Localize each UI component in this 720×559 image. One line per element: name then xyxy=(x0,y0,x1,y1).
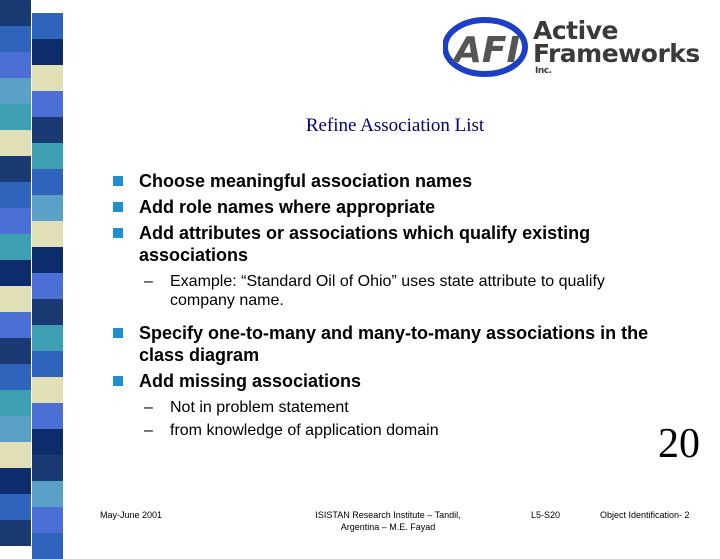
strip-block xyxy=(32,351,63,377)
square-bullet-icon xyxy=(113,228,123,238)
strip-block xyxy=(0,468,31,494)
company-logo xyxy=(443,15,703,80)
bullet-text: Specify one-to-many and many-to-many associations in the class diagram xyxy=(139,323,649,365)
strip-block xyxy=(32,143,63,169)
strip-block xyxy=(32,481,63,507)
logo-word-active: Active xyxy=(533,16,618,45)
strip-block xyxy=(32,91,63,117)
slide-title: Refine Association List xyxy=(305,115,485,136)
bullet-text: Choose meaningful association names xyxy=(139,171,473,191)
strip-block xyxy=(32,429,63,455)
afi-logo-mark xyxy=(443,15,533,80)
sub-item xyxy=(108,421,668,440)
strip-block xyxy=(32,273,63,299)
strip-block xyxy=(0,156,31,182)
strip-block xyxy=(0,26,31,52)
slide-content xyxy=(108,170,668,440)
strip-block xyxy=(32,299,63,325)
strip-block xyxy=(0,416,31,442)
strip-block xyxy=(0,208,31,234)
bullet-item xyxy=(108,370,668,392)
page-number: 20 xyxy=(658,421,700,467)
sub-text: Example: “Standard Oil of Ohio” uses state attribute to qualify company name. xyxy=(170,273,605,309)
strip-block xyxy=(0,286,31,312)
footer-date: May-June 2001 xyxy=(100,510,163,520)
footer-institute-line1: ISISTAN Research Institute – Tandil, xyxy=(315,510,461,520)
strip-block xyxy=(0,494,31,520)
sub-text: from knowledge of application domain xyxy=(170,422,439,439)
strip-block xyxy=(32,39,63,65)
strip-block xyxy=(0,442,31,468)
strip-block xyxy=(0,390,31,416)
footer-slide-code: L5-S20 xyxy=(531,510,561,520)
strip-block xyxy=(32,247,63,273)
footer-topic: Object Identification- 2 xyxy=(600,510,690,520)
dash-bullet-icon: – xyxy=(144,422,153,439)
square-bullet-icon xyxy=(113,328,123,338)
sub-item xyxy=(108,398,668,417)
strip-block xyxy=(32,13,63,39)
logo-initials: AFI xyxy=(454,30,520,71)
bullet-item xyxy=(108,222,659,266)
strip-block xyxy=(0,52,31,78)
square-bullet-icon xyxy=(113,176,123,186)
strip-block xyxy=(0,78,31,104)
strip-block xyxy=(0,182,31,208)
bullet-item xyxy=(108,196,668,218)
logo-word-inc: Inc. xyxy=(535,66,552,76)
square-bullet-icon xyxy=(113,202,123,212)
sub-text: Not in problem statement xyxy=(170,399,349,416)
strip-block xyxy=(0,338,31,364)
strip-block xyxy=(32,325,63,351)
bullet-item xyxy=(108,322,659,366)
strip-block xyxy=(32,507,63,533)
strip-block xyxy=(32,221,63,247)
dash-bullet-icon: – xyxy=(144,399,153,416)
footer-institute xyxy=(308,509,468,533)
strip-block xyxy=(0,364,31,390)
footer-institute-line2: Argentina – M.E. Fayad xyxy=(340,522,436,532)
strip-block xyxy=(32,455,63,481)
square-bullet-icon xyxy=(113,376,123,386)
strip-block xyxy=(32,65,63,91)
bullet-text: Add attributes or associations which qualify existing associations xyxy=(139,223,591,265)
decorative-strip xyxy=(0,0,63,540)
strip-block xyxy=(0,312,31,338)
strip-block xyxy=(32,533,63,559)
strip-block xyxy=(32,169,63,195)
bullet-text: Add missing associations xyxy=(139,371,362,391)
strip-block xyxy=(0,0,31,26)
strip-block xyxy=(0,260,31,286)
dash-bullet-icon: – xyxy=(144,273,153,290)
strip-block xyxy=(32,377,63,403)
sub-item xyxy=(108,272,660,310)
bullet-item xyxy=(108,170,668,192)
strip-block xyxy=(32,403,63,429)
strip-column-right xyxy=(32,0,63,540)
strip-column-left xyxy=(0,0,31,540)
strip-block xyxy=(0,520,31,546)
strip-block xyxy=(0,234,31,260)
logo-word-frameworks: Frameworks xyxy=(533,39,700,68)
strip-block xyxy=(32,195,63,221)
bullet-text: Add role names where appropriate xyxy=(139,197,436,217)
